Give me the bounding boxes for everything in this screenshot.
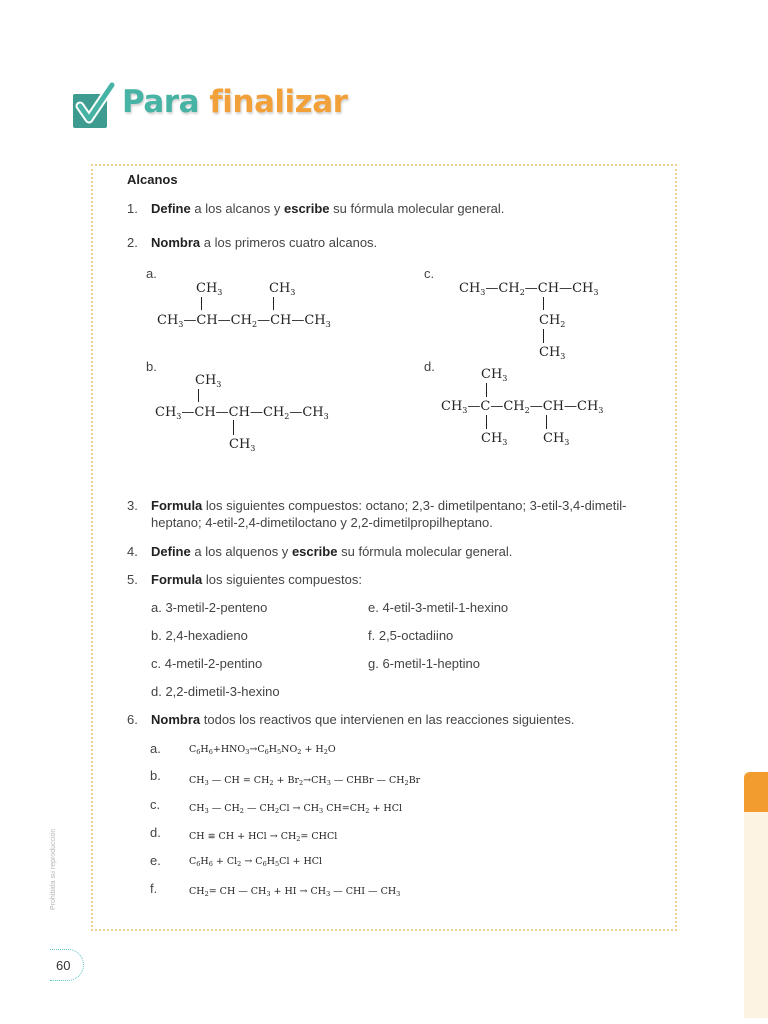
reaction-d: CH ≡ CH + HCl → $CH_2=$ CHCl	[189, 831, 338, 843]
q6-number: 6.	[127, 712, 138, 727]
reaction-a: $C_6H_6+HNO_3\to C_6H_5NO_2 + H_2O$	[189, 744, 336, 756]
reaction-f: $CH_2=$ CH — $CH_3$ + HI → $CH_3$ — CHI — $CH_3$	[189, 886, 401, 898]
q5-item-f: f. 2,5-octadiino	[368, 628, 454, 643]
reaction-label-a: a.	[150, 741, 161, 756]
reaction-label-b: b.	[150, 768, 161, 783]
q5-item-g: g. 6-metil-1-heptino	[368, 656, 480, 671]
q5-text: Formula los siguientes compuestos:	[151, 572, 363, 587]
q3-number: 3.	[127, 498, 138, 513]
check-icon	[72, 82, 118, 132]
reaction-e: $C_6H_6 + Cl_2 \to C_6H_5Cl$ + HCl	[189, 856, 323, 868]
q6-text: Nombra todos los reactivos que intervienen en las reacciones siguientes.	[151, 712, 575, 727]
structure-label-d: d.	[424, 359, 435, 374]
structure-label-c: c.	[424, 266, 435, 281]
structure-label-b: b.	[146, 359, 157, 374]
reaction-label-c: c.	[150, 797, 161, 812]
side-tab	[744, 772, 768, 1018]
q2-text: Nombra a los primeros cuatro alcanos.	[151, 235, 378, 250]
section-title: Alcanos	[127, 172, 178, 187]
copyright-note: Prohibida su reproducción	[50, 828, 57, 910]
q1-number: 1.	[127, 201, 138, 216]
q1-text: Define a los alcanos y escribe su fórmula molecular general.	[151, 201, 505, 216]
q5-item-d: d. 2,2-dimetil-3-hexino	[151, 684, 280, 699]
reaction-c: $CH_3$ — $CH_2$ — $CH_2Cl \to CH_3$ $CH=CH_2$ + HCl	[189, 803, 403, 815]
q2-number: 2.	[127, 235, 138, 250]
q4-text: Define a los alquenos y escribe su fórmula molecular general.	[151, 544, 513, 559]
q5-item-c: c. 4-metil-2-pentino	[151, 656, 263, 671]
q3-text-line2: heptano; 4-etil-2,4-dimetiloctano y 2,2-dimetilpropilheptano.	[151, 515, 493, 530]
page-title: Para finalizar	[122, 84, 348, 120]
q3-text-line1: Formula los siguientes compuestos: octano; 2,3- dimetilpentano; 3-etil-3,4-dimetil-	[151, 498, 627, 513]
reaction-label-f: f.	[150, 881, 158, 896]
q5-item-a: a. 3-metil-2-penteno	[151, 600, 268, 615]
q5-item-e: e. 4-etil-3-metil-1-hexino	[368, 600, 509, 615]
structure-label-a: a.	[146, 266, 157, 281]
reaction-label-d: d.	[150, 825, 161, 840]
reaction-label-e: e.	[150, 853, 161, 868]
q4-number: 4.	[127, 544, 138, 559]
q5-number: 5.	[127, 572, 138, 587]
page-number: 60	[50, 949, 84, 981]
reaction-b: $CH_3$ — CH = $CH_2 + Br_2\to CH_3$ — CHBr — $CH_2Br$	[189, 775, 421, 787]
q5-item-b: b. 2,4-hexadieno	[151, 628, 248, 643]
